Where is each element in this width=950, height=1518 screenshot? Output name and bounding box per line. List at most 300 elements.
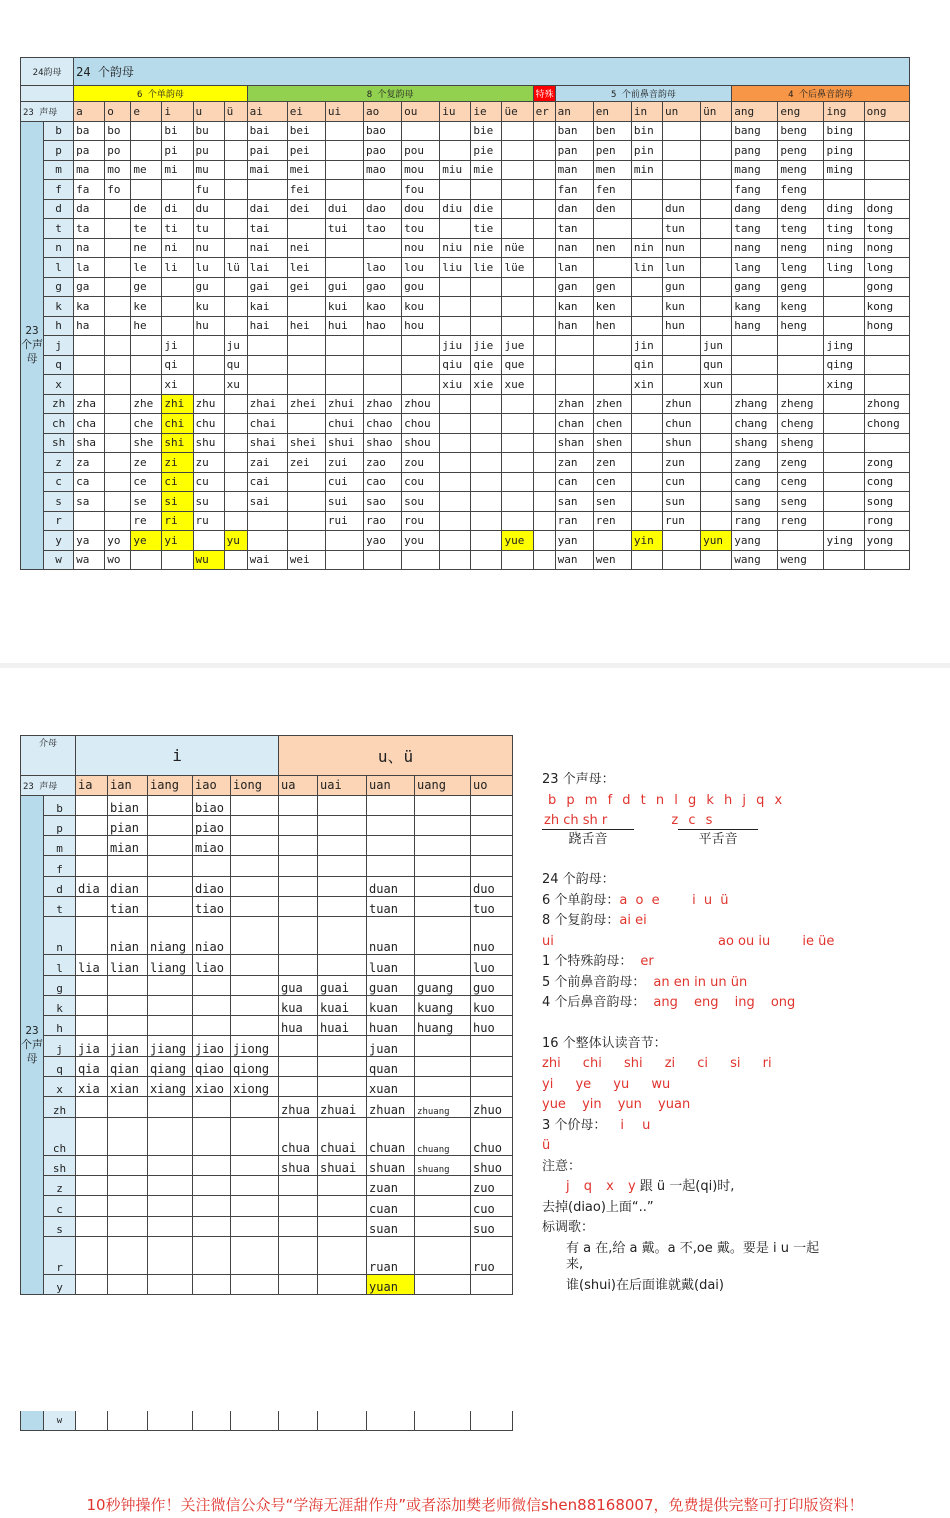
syllable-cell: jiao [193,1036,231,1056]
syllable-cell [440,433,471,453]
syllable-cell: guan [367,975,415,995]
syllable-cell [148,995,193,1015]
syllable-cell: tong [864,219,909,239]
syllable-cell: zhai [247,394,287,414]
syllable-cell [224,219,247,239]
initials-line-1: b p m f d t n l g k h j q x [548,792,783,808]
syllable-cell: chao [364,414,402,434]
syllable-cell: mou [402,160,440,180]
syllable-cell: xing [824,375,864,395]
syllable-cell: tu [193,219,224,239]
syllable-cell [162,180,193,200]
syllable-cell [325,375,363,395]
syllable-cell [247,511,287,531]
syllable-cell: gang [732,277,778,297]
syllable-cell: jie [471,336,502,356]
syllable-cell: ruo [471,1236,513,1274]
syllable-cell: fou [402,180,440,200]
syllable-cell [533,336,555,356]
syllable-cell [131,180,162,200]
syllable-cell: dian [108,876,148,896]
syllable-cell [131,375,162,395]
syllable-cell: qin [631,355,662,375]
syllable-cell [402,375,440,395]
syllable-cell: reng [778,511,824,531]
syllable-cell: cou [402,472,440,492]
syllable-cell [108,995,148,1015]
syllable-cell: chuang [415,1117,471,1155]
syllable-cell [148,836,193,856]
category-4: 5 个前鼻音韵母 [555,86,732,102]
syllable-cell: jia [76,1036,108,1056]
whole-line-1: zhi chi shi zi ci si ri [542,1056,772,1071]
syllable-cell [402,121,440,141]
syllable-cell [231,1196,279,1216]
syllable-cell: jun [701,336,732,356]
syllable-cell [148,795,193,815]
syllable-cell [279,795,318,815]
syllable-cell [533,355,555,375]
syllable-cell [76,1016,108,1036]
syllable-cell: bie [471,121,502,141]
table-row [21,1155,513,1175]
syllable-cell: suo [471,1216,513,1236]
syllable-cell [162,277,193,297]
syllable-cell [231,1175,279,1195]
syllable-cell [367,856,415,876]
syllable-cell [279,815,318,835]
syllable-cell: ban [555,121,593,141]
syllable-cell [701,219,732,239]
syllable-cell: rou [402,511,440,531]
syllable-cell [440,492,471,512]
syllable-cell: tan [555,219,593,239]
syllable-cell [593,219,631,239]
syllable-cell [533,414,555,434]
syllable-cell [732,336,778,356]
syllable-cell [471,316,502,336]
syllable-cell [364,355,402,375]
syllable-cell [76,836,108,856]
syllable-cell: ji [162,336,193,356]
syllable-cell [131,121,162,141]
final-header: an [555,102,593,122]
table-row [21,550,910,570]
syllable-cell: shuang [415,1155,471,1175]
table-row [21,160,910,180]
tone-line-2: 来, [566,1257,584,1272]
initial-cell: f [44,180,74,200]
syllable-cell: ben [593,121,631,141]
syllable-cell [318,1056,367,1076]
syllable-cell [193,336,224,356]
syllable-cell: ca [74,472,105,492]
syllable-cell: kan [555,297,593,317]
medial-header: iang [148,776,193,796]
syllable-cell: xiong [231,1077,279,1097]
syllable-cell [76,896,108,916]
syllable-cell [824,297,864,317]
syllable-cell: zei [287,453,325,473]
syllable-cell: su [193,492,224,512]
syllable-cell [131,336,162,356]
syllable-cell [502,121,533,141]
syllable-cell [502,394,533,414]
syllable-cell: zhen [593,394,631,414]
syllable-cell [105,355,131,375]
whole-syllables-title: 16 个整体认读音节： [542,1035,667,1051]
syllable-cell [247,355,287,375]
syllable-cell: biao [193,795,231,815]
syllable-cell: fu [193,180,224,200]
syllable-cell: wa [74,550,105,570]
syllable-cell: sang [732,492,778,512]
syllable-cell: shua [279,1155,318,1175]
syllable-cell: ma [74,160,105,180]
syllable-cell [148,1155,193,1175]
medials-2: ü [542,1138,551,1153]
syllable-cell [824,550,864,570]
syllable-cell: bing [824,121,864,141]
syllable-cell: cao [364,472,402,492]
syllable-cell [533,258,555,278]
syllable-cell [701,550,732,570]
syllable-cell [471,1274,513,1294]
syllable-cell [367,815,415,835]
syllable-cell: bao [364,121,402,141]
syllable-cell: pou [402,141,440,161]
syllable-cell [864,336,909,356]
whole-line-2: yi ye yu wu [542,1076,671,1092]
syllable-cell: nian [108,917,148,955]
syllable-cell: zhua [279,1097,318,1117]
syllable-cell: ning [824,238,864,258]
syllable-cell [367,1411,415,1431]
syllable-cell [76,815,108,835]
syllable-cell [701,258,732,278]
syllable-cell [193,375,224,395]
syllable-cell: rang [732,511,778,531]
syllable-cell: pie [471,141,502,161]
syllable-cell [471,1036,513,1056]
table-row [21,433,910,453]
syllable-cell [864,355,909,375]
syllable-cell [701,394,732,414]
syllable-cell [193,1196,231,1216]
syllable-cell: tuo [471,896,513,916]
syllable-cell [631,550,662,570]
syllable-cell: yo [105,531,131,551]
syllable-cell [732,355,778,375]
syllable-cell: jian [108,1036,148,1056]
corner-left: 23 声母 [21,776,76,796]
syllable-cell: mu [193,160,224,180]
syllable-cell [533,453,555,473]
note-title: 注意： [542,1158,582,1174]
syllable-cell: niu [440,238,471,258]
category-2: 8 个复韵母 [247,86,533,102]
note-line-2: 去掉(diao)上面“..” [542,1199,654,1215]
syllable-cell [148,1016,193,1036]
syllable-cell [148,1175,193,1195]
pinyin-notes [542,770,942,1296]
syllable-cell: ying [824,531,864,551]
syllable-cell [224,238,247,258]
syllable-cell: yang [732,531,778,551]
syllable-cell [471,472,502,492]
syllable-cell [631,180,662,200]
syllable-cell [148,856,193,876]
syllable-cell [732,375,778,395]
initial-cell: g [44,277,74,297]
syllable-cell [471,795,513,815]
syllable-cell: lüe [502,258,533,278]
syllable-cell: zai [247,453,287,473]
table-row [21,995,513,1015]
syllable-cell [224,199,247,219]
category-3: 特殊 [533,86,555,102]
syllable-cell: sao [364,492,402,512]
pinyin-chart-table [20,57,910,570]
syllable-cell: chou [402,414,440,434]
syllable-cell [318,1411,367,1431]
syllable-cell: nuo [471,917,513,955]
syllable-cell: hu [193,316,224,336]
syllable-cell: pa [74,141,105,161]
syllable-cell: shang [732,433,778,453]
syllable-cell: peng [778,141,824,161]
syllable-cell [701,492,732,512]
syllable-cell [247,375,287,395]
medial-chart-table [20,735,513,1295]
syllable-cell [533,180,555,200]
syllable-cell: di [162,199,193,219]
syllable-cell [415,896,471,916]
syllable-cell [701,297,732,317]
syllable-cell: sheng [778,433,824,453]
syllable-cell: niao [193,917,231,955]
syllable-cell: dong [864,199,909,219]
syllable-cell: pai [247,141,287,161]
header-row [21,776,513,796]
syllable-cell: qu [224,355,247,375]
syllable-cell [105,472,131,492]
syllable-cell: lao [364,258,402,278]
initial-cell: n [44,238,74,258]
medial-header: uo [471,776,513,796]
syllable-cell: shuo [471,1155,513,1175]
syllable-cell: ruan [367,1236,415,1274]
syllable-cell: zhuai [318,1097,367,1117]
syllable-cell: tun [662,219,700,239]
syllable-cell: zhe [131,394,162,414]
initial-cell: f [44,856,76,876]
initials-side-label: 23个声母 [21,121,44,570]
syllable-cell [533,238,555,258]
syllable-cell [533,531,555,551]
syllable-cell: po [105,141,131,161]
syllable-cell [415,1236,471,1274]
syllable-cell [533,433,555,453]
syllable-cell [555,336,593,356]
syllable-cell: bai [247,121,287,141]
syllable-cell: nai [247,238,287,258]
retroflex-label: 跷舌音 [542,829,634,851]
syllable-cell [105,297,131,317]
syllable-cell [415,1216,471,1236]
syllable-cell [471,453,502,473]
syllable-cell: chuan [367,1117,415,1155]
syllable-cell [105,277,131,297]
syllable-cell [76,1236,108,1274]
syllable-cell: bin [631,121,662,141]
syllable-cell [279,955,318,975]
syllable-cell [533,492,555,512]
syllable-cell [193,1411,231,1431]
syllable-cell [108,1411,148,1431]
syllable-cell [148,1097,193,1117]
final-header: o [105,102,131,122]
syllable-cell [440,316,471,336]
syllable-cell: shuai [318,1155,367,1175]
syllable-cell: cuo [471,1196,513,1216]
syllable-cell: sou [402,492,440,512]
table-row [21,1274,513,1294]
syllable-cell [824,316,864,336]
syllable-cell [193,1117,231,1155]
category-5: 4 个后鼻音韵母 [732,86,910,102]
syllable-cell: han [555,316,593,336]
syllable-cell: hui [325,316,363,336]
syllable-cell: sui [325,492,363,512]
table-row [21,258,910,278]
syllable-cell [533,277,555,297]
table-row [21,1175,513,1195]
syllable-cell: lou [402,258,440,278]
syllable-cell: shei [287,433,325,453]
syllable-cell: die [471,199,502,219]
initial-cell: t [44,219,74,239]
syllable-cell [162,297,193,317]
medial-header: ia [76,776,108,796]
syllable-cell [193,1097,231,1117]
initial-cell: t [44,896,76,916]
initial-cell: r [44,511,74,531]
syllable-cell [105,336,131,356]
syllable-cell: hei [287,316,325,336]
syllable-cell [279,1077,318,1097]
syllable-cell [318,1216,367,1236]
syllable-cell: gan [555,277,593,297]
syllable-cell [279,1274,318,1294]
syllable-cell [224,414,247,434]
syllable-cell [224,277,247,297]
syllable-cell [631,492,662,512]
syllable-cell: lia [76,955,108,975]
syllable-cell [318,1077,367,1097]
syllable-cell [193,1155,231,1175]
syllable-cell: fang [732,180,778,200]
syllable-cell: pao [364,141,402,161]
syllable-cell: da [74,199,105,219]
syllable-cell: qi [162,355,193,375]
syllable-cell: rui [325,511,363,531]
syllable-cell: yin [631,531,662,551]
syllable-cell: weng [778,550,824,570]
syllable-cell [76,917,108,955]
syllable-cell: song [864,492,909,512]
syllable-cell: ba [74,121,105,141]
syllable-cell: piao [193,815,231,835]
syllable-cell [593,336,631,356]
syllable-cell [701,238,732,258]
syllable-cell: ken [593,297,631,317]
syllable-cell: huo [471,1016,513,1036]
syllable-cell: she [131,433,162,453]
syllable-cell: shai [247,433,287,453]
syllable-cell [701,180,732,200]
syllable-cell: chang [732,414,778,434]
syllable-cell [533,511,555,531]
syllable-cell: miu [440,160,471,180]
initial-cell: c [44,1196,76,1216]
syllable-cell [325,160,363,180]
table-row [21,917,513,955]
final-header: u [193,102,224,122]
syllable-cell [364,375,402,395]
syllable-cell: shao [364,433,402,453]
syllable-cell [662,550,700,570]
special-final: 1 个特殊韵母： er [542,954,654,969]
tone-line-3: 谁(shui)在后面谁就戴(dai) [566,1277,724,1293]
syllable-cell [555,375,593,395]
syllable-cell [325,121,363,141]
syllable-cell [231,955,279,975]
syllable-cell: liang [148,955,193,975]
syllable-cell: xun [701,375,732,395]
initial-cell: h [44,1016,76,1036]
syllable-cell [631,277,662,297]
syllable-cell [325,258,363,278]
syllable-cell [364,238,402,258]
syllable-cell: ni [162,238,193,258]
syllable-cell [631,394,662,414]
medials: 3 个价母： i u [542,1117,651,1133]
finals-title: 24 个韵母： [542,872,615,887]
medial-header: ian [108,776,148,796]
initial-cell: r [44,1236,76,1274]
syllable-cell: na [74,238,105,258]
syllable-cell: dei [287,199,325,219]
syllable-cell [318,1274,367,1294]
syllable-cell: cun [662,472,700,492]
syllable-cell [279,1236,318,1274]
syllable-cell: zha [74,394,105,414]
finals-title: 24 个韵母 [74,58,910,86]
final-header: in [631,102,662,122]
syllable-cell: you [402,531,440,551]
promo-footer: 10秒钟操作！关注微信公众号“学海无涯甜作舟”或者添加樊老师微信shen88168007，免费提供完整可打印版资料！ [86,1496,864,1514]
syllable-cell [76,856,108,876]
syllable-cell [533,316,555,336]
syllable-cell: miao [193,836,231,856]
syllable-cell [415,955,471,975]
syllable-cell [415,856,471,876]
initial-cell: w [44,550,74,570]
syllable-cell: ha [74,316,105,336]
table-row [21,955,513,975]
syllable-cell: ri [162,511,193,531]
